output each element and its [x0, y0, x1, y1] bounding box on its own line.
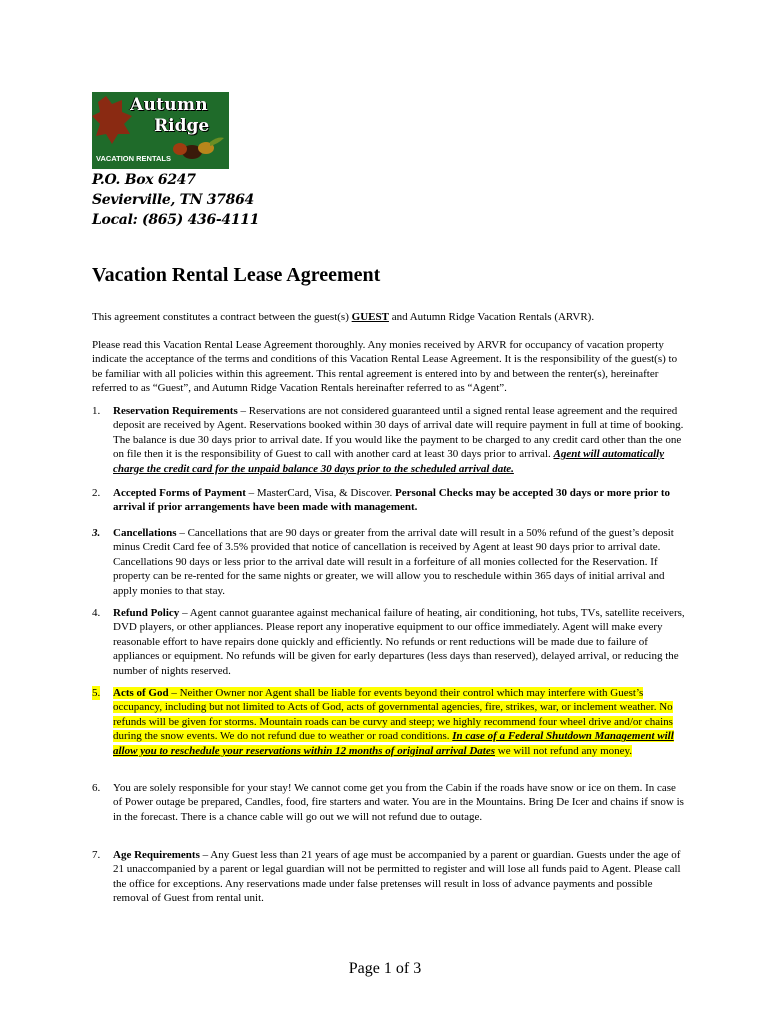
address-phone: Local: (865) 436-4111	[92, 212, 260, 228]
logo-text-autumn: Autumn	[130, 95, 208, 115]
clause-emphasis: Agent will automatically charge the credit card for the unpaid balance 30 days prior to the scheduled arrival date.	[113, 448, 665, 475]
clause-emphasis: In case of a Federal Shutdown Management will allow you to reschedule your reservations within 12 months of original arrival Dates	[113, 730, 674, 757]
intro-text-before: This agreement constitutes a contract between the guest(s)	[92, 311, 352, 323]
guest-placeholder: GUEST	[351, 311, 389, 323]
clause-heading: Cancellations	[113, 527, 177, 539]
clause-text: – Neither Owner nor Agent shall be liable for events beyond their control which may interfere with Guest’s occupancy, including but not limited to Acts of God, acts of governmental agencies, fire, strikes, war, or inclement weather. No refunds will be given for storms. Mountain roads can be curvy and steep; we highly recommend four wheel drive and/or chains during the snow events. We do not refund due to weather or road conditions.	[113, 687, 673, 743]
clause-text: – Agent cannot guarantee against mechanical failure of heating, air conditioning, hot tubs, TVs, satellite receivers, DVD players, or other appliances. Please report any inoperative equipment to our office immediately. Agent will make every reasonable effort to have repairs done quickly and efficiently. No refunds or rent reductions will be made due to failure of appliances or equipment. No refunds will be given for early departures (less days than reserved), delayed arrival, or reducing the number of nights reserved.	[113, 607, 685, 677]
clause-number: 1.	[92, 405, 101, 417]
clause-text: – Reservations are not considered guaranteed until a signed rental lease agreement and the required deposit are received by Agent. Reservations booked within 30 days of arrival date will require payment in full at time of booking. The balance is due 30 days prior to arrival date. If you would like the payment to be charged to any credit card other than the one on file then it is the responsibility of Guest to call with another card at least 30 days prior to arrival.	[113, 405, 684, 461]
address-city: Sevierville, TN 37864	[92, 192, 254, 208]
clause-heading: Age Requirements	[113, 849, 200, 861]
intro-text-after: and Autumn Ridge Vacation Rentals (ARVR).	[388, 311, 595, 323]
address-po-box: P.O. Box 6247	[92, 172, 196, 188]
clause-text: You are solely responsible for your stay! We cannot come get you from the Cabin if the roads have snow or ice on them. In case of Power outage be prepared, Candles, food, fire starters and water. You are in the Mountains. Bring De Icer and chains if snow is in the forecast. There is a chance cable will go out we will not refund due to outage.	[113, 782, 684, 823]
intro-paragraph	[92, 310, 682, 324]
clause-number: 3.	[92, 527, 101, 539]
logo-text-ridge: Ridge	[154, 116, 210, 136]
read-thoroughly-paragraph: Please read this Vacation Rental Lease Agreement thoroughly. Any monies received by ARVR for occupancy of vacation property indicate the acceptance of the terms and conditions of this Vacation Rental Lease Agreement. It is the responsibility of the guest(s) to be familiar with all policies within this agreement. This rental agreement is entered into by and between the renter(s), hereinafter referred to as “Guest”, and Autumn Ridge Vacation Rentals hereinafter referred to as “Agent”.	[92, 339, 678, 395]
clause-heading: Accepted Forms of Payment	[113, 487, 246, 499]
clause-bold-text: Personal Checks may be accepted 30 days or more prior to arrival if prior arrangements have been made with management.	[113, 487, 670, 514]
clause-heading: Reservation Requirements	[113, 405, 238, 417]
company-logo	[92, 92, 229, 169]
clause-number: 5.	[92, 687, 101, 699]
document-title: Vacation Rental Lease Agreement	[92, 264, 381, 286]
clause-number: 6.	[92, 782, 101, 794]
clause-tail: we will not refund any money.	[495, 744, 633, 757]
clause-number: 2.	[92, 487, 101, 499]
clause-heading: Acts of God	[113, 687, 169, 699]
clause-text: – MasterCard, Visa, & Discover.	[245, 487, 396, 499]
page-number: Page 1 of 3	[348, 960, 422, 977]
clause-number: 4.	[92, 607, 101, 619]
clause-text: – Cancellations that are 90 days or greater from the arrival date will result in a 50% refund of the guest’s deposit minus Credit Card fee of 3.5% provided that notice of cancellation is received by Agent at least 90 days prior to arrival date. Cancellations 90 days or less prior to the arrival date will result in a forfeiture of all monies collected for the Reservation. If property can be re-rented for the same nights or greater, we will allow you to reschedule within 365 days of initial arrival and apply monies to that stay.	[113, 527, 674, 597]
clause-heading: Refund Policy	[113, 607, 180, 619]
clause-text: – Any Guest less than 21 years of age must be accompanied by a parent or guardian. Guests under the age of 21 unaccompanied by a parent or legal guardian will not be permitted to register and will lose all funds paid to Agent. Please call the office for exceptions. Any reservations made under false pretenses will result in loss of advance payments and possible removal of Guest from rental unit.	[113, 849, 681, 905]
clause-number: 7.	[92, 849, 101, 861]
logo-text-vacation-rentals: VACATION RENTALS	[96, 154, 171, 163]
